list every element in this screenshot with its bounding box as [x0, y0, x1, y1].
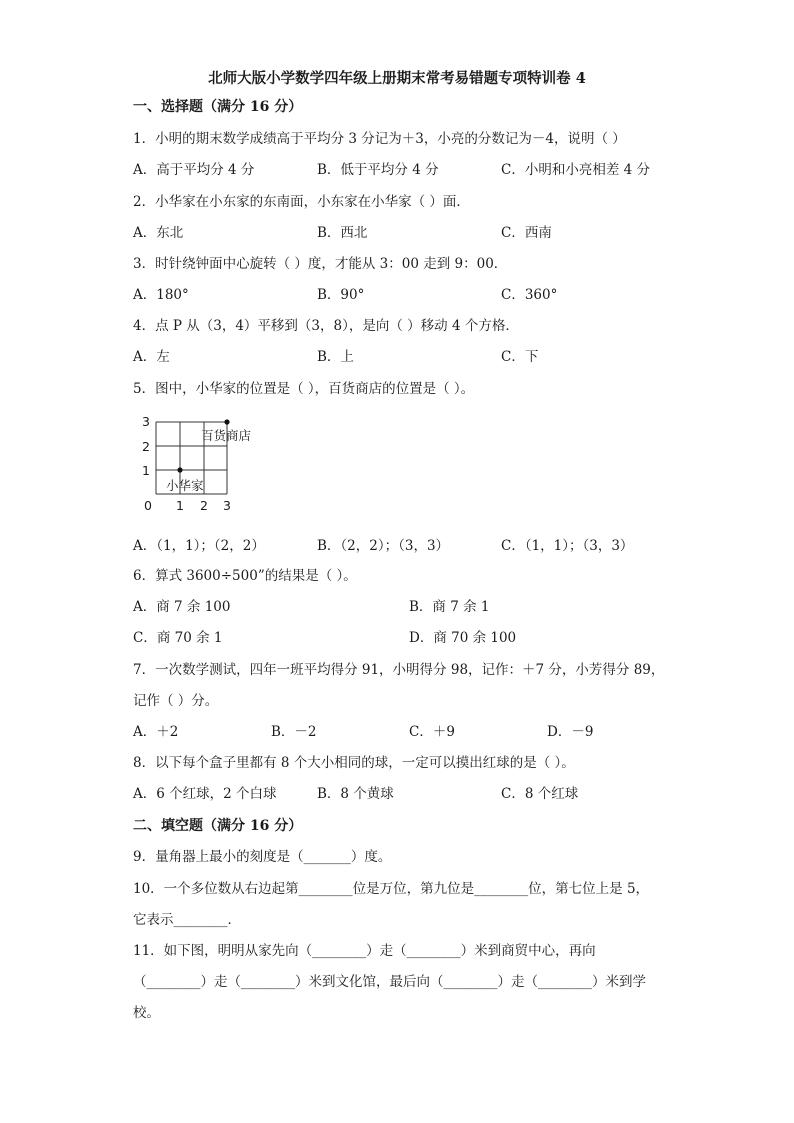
store-point — [224, 419, 229, 424]
x-tick-0: 0 — [144, 498, 152, 513]
q7-option-d[interactable]: D．－9 — [547, 724, 594, 740]
q8-option-a[interactable]: A．6 个红球，2 个白球 — [133, 786, 277, 802]
question-7-line-1: 7．一次数学测试，四年一班平均得分 91，小明得分 98，记作：＋7 分，小芳得分 89， — [133, 662, 665, 678]
question-9: 9．量角器上最小的刻度是（_______）度。 — [133, 849, 392, 865]
home-point — [177, 467, 182, 472]
question-5: 5．图中，小华家的位置是（ ），百货商店的位置是（ ）。 — [133, 381, 475, 397]
question-4: 4．点 P 从（3，4）平移到（3，8），是向（ ）移动 4 个方格． — [133, 318, 519, 334]
q4-option-b[interactable]: B．上 — [317, 349, 354, 365]
q4-option-a[interactable]: A．左 — [133, 349, 170, 365]
q7-option-a[interactable]: A．＋2 — [133, 724, 179, 740]
q1-option-a[interactable]: A．高于平均分 4 分 — [133, 162, 255, 178]
question-7-line-2: 记作（ ）分。 — [133, 693, 219, 709]
question-2: 2．小华家在小东家的东南面，小东家在小华家（ ）面． — [133, 194, 470, 210]
q2-option-c[interactable]: C．西南 — [501, 225, 552, 241]
q2-option-b[interactable]: B．西北 — [317, 225, 368, 241]
q6-option-b[interactable]: B．商 7 余 1 — [409, 599, 490, 615]
question-3: 3．时针绕钟面中心旋转（ ）度，才能从 3：00 走到 9：00． — [133, 256, 508, 272]
page-title: 北师大版小学数学四年级上册期末常考易错题专项特训卷 4 — [208, 70, 586, 87]
q1-option-c[interactable]: C．小明和小亮相差 4 分 — [501, 162, 651, 178]
y-tick-3: 3 — [142, 414, 150, 429]
home-label: 小华家 — [166, 478, 204, 493]
x-tick-2: 2 — [200, 498, 208, 513]
q3-option-b[interactable]: B．90° — [317, 287, 365, 303]
store-label: 百货商店 — [201, 428, 252, 443]
q5-option-b[interactable]: B．（2，2）；（3，3） — [317, 538, 450, 554]
y-tick-2: 2 — [142, 439, 150, 454]
q6-option-d[interactable]: D．商 70 余 100 — [409, 630, 517, 646]
question-10-line-1: 10．一个多位数从右边起第________位是万位，第九位是________位，第七位上是 5， — [133, 881, 650, 897]
question-1: 1．小明的期末数学成绩高于平均分 3 分记为＋3，小亮的分数记为－4，说明（ ） — [133, 131, 626, 147]
q3-option-a[interactable]: A．180° — [133, 287, 189, 303]
question-11-line-1: 11．如下图，明明从家先向（________）走（________）米到商贸中心，再向 — [133, 943, 596, 959]
x-tick-1: 1 — [176, 498, 184, 513]
question-11-line-2: （________）走（________）米到文化馆，最后向（________）走（________）米到学 — [133, 974, 646, 990]
q6-option-a[interactable]: A．商 7 余 100 — [133, 599, 231, 615]
section-heading-fill: 二、填空题（满分 16 分） — [133, 818, 303, 834]
q5-option-a[interactable]: A．（1，1）；（2，2） — [133, 538, 265, 554]
section-heading-choice: 一、选择题（满分 16 分） — [133, 99, 303, 115]
question-10-line-2: 它表示________． — [133, 912, 241, 928]
q3-option-c[interactable]: C．360° — [501, 287, 558, 303]
coordinate-grid-figure — [138, 412, 278, 518]
q4-option-c[interactable]: C．下 — [501, 349, 539, 365]
q1-option-b[interactable]: B．低于平均分 4 分 — [317, 162, 439, 178]
q8-option-c[interactable]: C．8 个红球 — [501, 786, 579, 802]
q6-option-c[interactable]: C．商 70 余 1 — [133, 630, 223, 646]
question-11-line-3: 校。 — [133, 1005, 160, 1021]
y-tick-1: 1 — [142, 463, 150, 478]
q8-option-b[interactable]: B．8 个黄球 — [317, 786, 394, 802]
q5-option-c[interactable]: C．（1，1）；（3，3） — [501, 538, 634, 554]
q7-option-c[interactable]: C．＋9 — [409, 724, 455, 740]
x-tick-3: 3 — [223, 498, 231, 513]
q7-option-b[interactable]: B．－2 — [271, 724, 317, 740]
q2-option-a[interactable]: A．东北 — [133, 225, 184, 241]
question-6: 6．算式 3600÷500”的结果是（ ）。 — [133, 568, 357, 584]
question-8: 8．以下每个盒子里都有 8 个大小相同的球，一定可以摸出红球的是（ ）。 — [133, 755, 575, 771]
